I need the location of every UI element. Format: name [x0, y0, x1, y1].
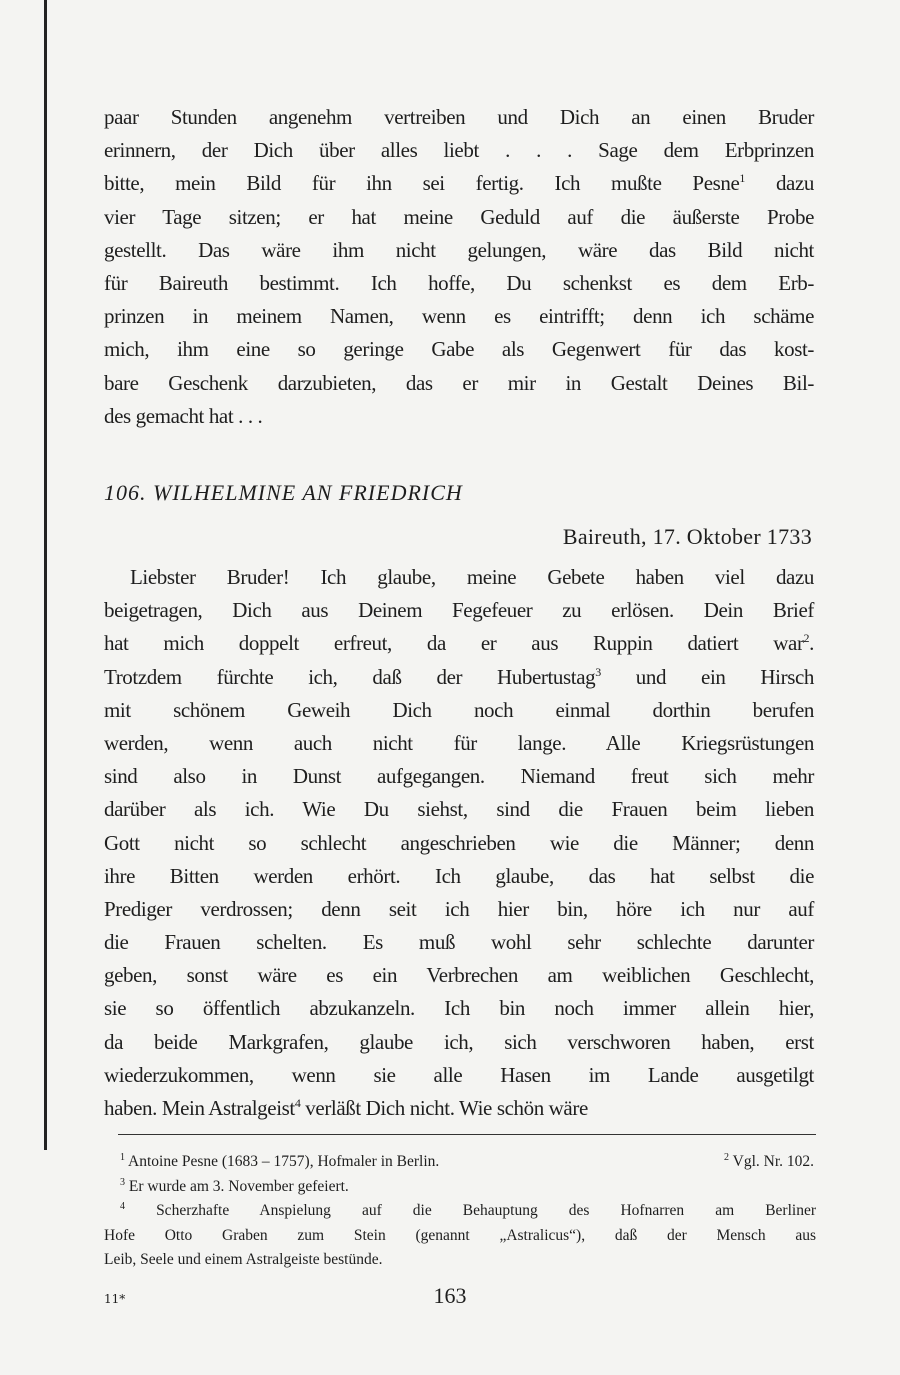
text-line: da beide Markgrafen, glaube ich, sich verschworen haben, erst	[104, 1029, 814, 1054]
text-line: hat mich doppelt erfreut, da er aus Ruppin datiert war$^2$.	[104, 631, 814, 656]
footnote-4-line-3: Leib, Seele und einem Astralgeiste bestünde.	[104, 1251, 383, 1268]
text-line: Gott nicht so schlecht angeschrieben wie die Männer; denn	[104, 830, 814, 855]
text-line: geben, sonst wäre es ein Verbrechen am weiblichen Geschlecht,	[104, 963, 814, 988]
text-line: darüber als ich. Wie Du siehst, sind die Frauen beim lieben	[104, 797, 814, 822]
text-line: werden, wenn auch nicht für lange. Alle Kriegsrüstungen	[104, 730, 814, 755]
footnote-ref: 3	[595, 664, 601, 679]
text-line: haben. Mein Astralgeist$^4$ verläßt Dich nicht. Wie schön wäre	[104, 1096, 588, 1120]
text-line: ihre Bitten werden erhört. Ich glaube, das hat selbst die	[104, 863, 814, 888]
text-line: gestellt. Das wäre ihm nicht gelungen, wäre das Bild nicht	[104, 237, 814, 262]
text-line: mit schönem Geweih Dich noch einmal dorthin berufen	[104, 697, 814, 722]
footnote-ref: 4	[294, 1096, 301, 1110]
text-line: vier Tage sitzen; er hat meine Geduld auf die äußerste Probe	[104, 204, 814, 229]
text-line: prinzen in meinem Namen, wenn es eintrifft; denn ich schäme	[104, 304, 814, 329]
text-line: die Frauen schelten. Es muß wohl sehr schlechte darunter	[104, 930, 814, 955]
text-line: bare Geschenk darzubieten, das er mir in Gestalt Deines Bil-	[104, 370, 814, 395]
letter-place-date: Baireuth, 17. Oktober 1733	[562, 524, 812, 549]
signature-mark: 11*	[104, 1292, 126, 1306]
letter-text	[104, 561, 814, 1125]
footnote-4: $^4$ Scherzhafte Anspielung auf die Behauptung des Hofnarren am Berliner	[120, 1201, 816, 1219]
text-line: wiederzukommen, wenn sie alle Hasen im Lande ausgetilgt	[104, 1062, 814, 1087]
binding-edge	[44, 0, 47, 1150]
footnote-1-2: $^1$ Antoine Pesne (1683 – 1757), Hofmaler in Berlin. $^2$ Vgl. Nr. 102.	[104, 1150, 816, 1175]
text-line: mich, ihm eine so geringe Gabe als Gegenwert für das kost-	[104, 337, 814, 362]
footnote-rule	[118, 1134, 816, 1135]
letter-heading: 106. WILHELMINE AN FRIEDRICH	[104, 480, 463, 505]
footnote-3: $^3$ Er wurde am 3. November gefeiert.	[120, 1176, 349, 1195]
footnote-2: $^2$ Vgl. Nr. 102.	[724, 1152, 814, 1170]
footnote-ref: 1	[739, 171, 746, 186]
text-line: sie so öffentlich abzukanzeln. Ich bin noch immer allein hier,	[104, 996, 814, 1021]
text-line: Liebster Bruder! Ich glaube, meine Gebete haben viel dazu	[130, 565, 814, 589]
text-line: paar Stunden angenehm vertreiben und Dich an einen Bruder	[104, 105, 814, 129]
text-line: bitte, mein Bild für ihn sei fertig. Ich mußte Pesne$^1$ dazu	[104, 171, 814, 196]
text-line: Prediger verdrossen; denn seit ich hier bin, höre ich nur auf	[104, 896, 814, 921]
footnote-4-line-2: Hofe Otto Graben zum Stein (genannt „Astralicus“), daß der Mensch aus	[104, 1226, 816, 1244]
page-number: 163	[433, 1283, 467, 1308]
text-line: für Baireuth bestimmt. Ich hoffe, Du schenkst es dem Erb-	[104, 270, 814, 295]
text-line: beigetragen, Dich aus Deinem Fegefeuer zu erlösen. Dein Brief	[104, 598, 814, 623]
continuation-text	[104, 101, 814, 433]
text-line: Trotzdem fürchte ich, daß der Hubertustag$^3$ und ein Hirsch	[104, 664, 814, 689]
text-line: sind also in Dunst aufgegangen. Niemand freut sich mehr	[104, 764, 814, 789]
footnote-1: Antoine Pesne (1683 – 1757), Hofmaler in Berlin.	[128, 1153, 440, 1170]
text-line: erinnern, der Dich über alles liebt . . . Sage dem Erbprinzen	[104, 138, 814, 163]
text-line: des gemacht hat . . .	[104, 403, 263, 428]
footnote-ref: 2	[803, 631, 810, 646]
footnotes	[104, 1150, 816, 1273]
